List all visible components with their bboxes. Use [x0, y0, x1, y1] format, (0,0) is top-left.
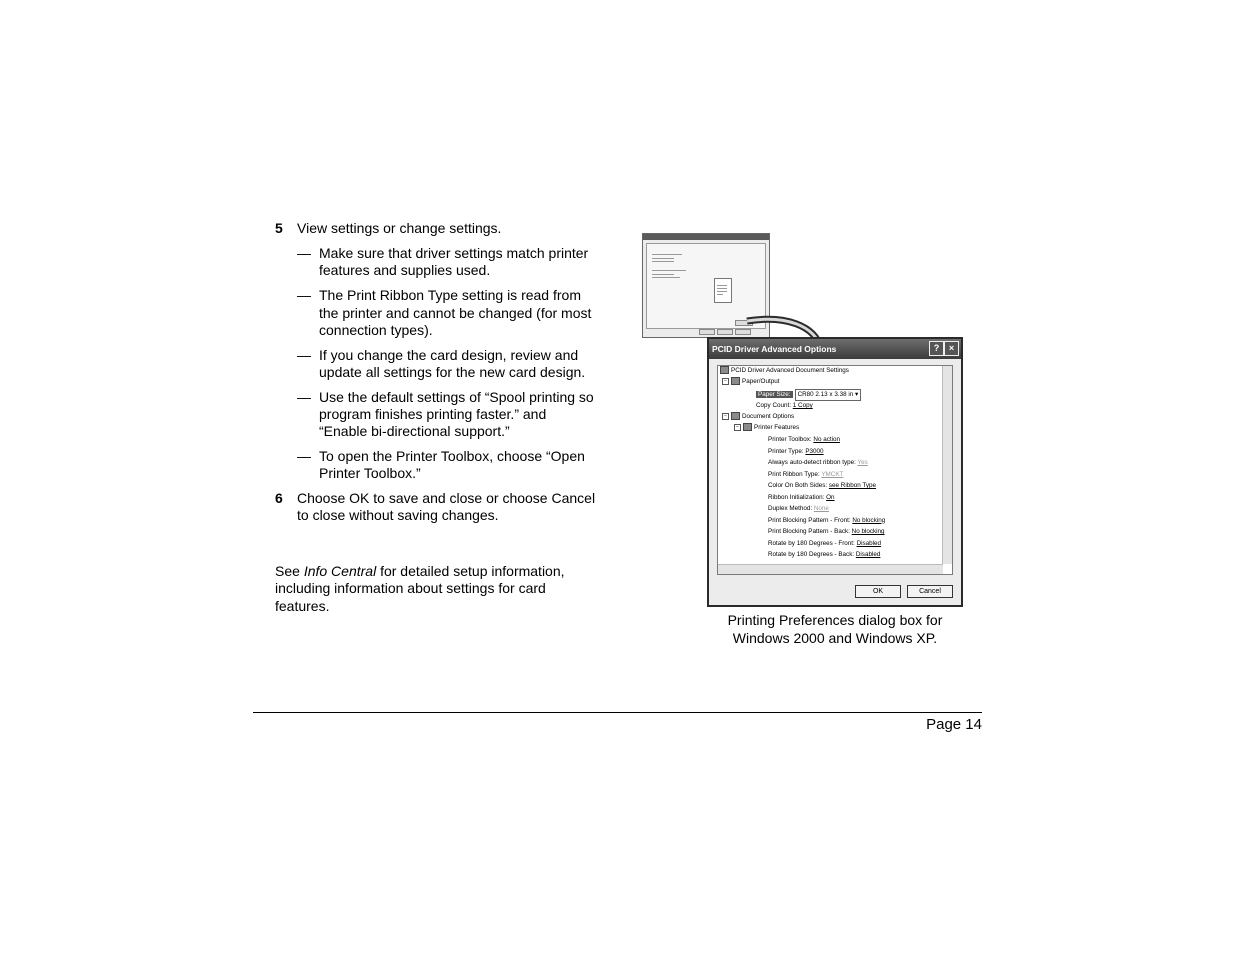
feature-row[interactable] [768, 447, 824, 457]
feature-label: Rotate by 180 Degrees - Back: [768, 551, 855, 558]
tree-node-paper-output[interactable] [722, 377, 779, 387]
feature-row[interactable] [768, 539, 881, 549]
copy-count-row[interactable] [756, 401, 813, 411]
bullet-3-line-2: update all settings for the new card design. [319, 364, 586, 380]
bullet-4-line-2: program finishes printing faster.” and [319, 406, 547, 422]
bullet-dash: — [297, 287, 311, 303]
feature-value[interactable]: see Ribbon Type [828, 482, 877, 489]
caption-line-1: Printing Preferences dialog box for [727, 612, 943, 628]
printer-features-label: Printer Features [754, 424, 800, 431]
see-note-line-2: including information about settings for card [275, 580, 546, 596]
tree-root[interactable] [720, 366, 849, 376]
vertical-scrollbar[interactable] [942, 366, 952, 564]
paper-size-label: Paper Size: [758, 391, 791, 398]
page-number: Page 14 [926, 716, 982, 733]
collapse-icon[interactable]: − [734, 424, 741, 431]
tree-node-printer-features[interactable] [734, 423, 799, 433]
thumbnail-titlebar [643, 234, 769, 240]
feature-row[interactable] [768, 493, 835, 503]
feature-row[interactable] [768, 470, 843, 480]
cancel-button[interactable]: Cancel [907, 585, 953, 598]
bullet-5-line-1: To open the Printer Toolbox, choose “Open [319, 448, 585, 464]
step-5-number: 5 [275, 220, 283, 236]
caption-line-2: Windows 2000 and Windows XP. [732, 629, 938, 646]
feature-value[interactable]: No action [813, 436, 840, 443]
bullet-2-line-2: the printer and cannot be changed (for most [319, 305, 592, 321]
feature-label: Printer Type: [768, 447, 804, 455]
paper-size-row[interactable] [756, 389, 861, 401]
paper-size-select[interactable]: CR80 2.13 x 3.38 in ▾ [795, 389, 862, 401]
feature-value[interactable]: No blocking [852, 516, 886, 524]
ok-button[interactable]: OK [855, 585, 901, 598]
feature-label: Print Blocking Pattern - Front: [768, 516, 851, 524]
see-note-line-1 [275, 563, 565, 581]
feature-value[interactable]: Disabled [855, 551, 881, 558]
bullet-2-line-3: connection types). [319, 322, 433, 338]
feature-row[interactable] [768, 435, 840, 445]
horizontal-scrollbar[interactable] [718, 564, 943, 574]
figure-caption [707, 612, 963, 647]
feature-label: Duplex Method: [768, 505, 813, 512]
bullet-5-line-2: Printer Toolbox.” [319, 465, 421, 481]
document-options-label: Document Options [742, 413, 795, 420]
feature-row[interactable] [768, 458, 868, 468]
feature-value[interactable]: Disabled [856, 539, 882, 547]
feature-label: Color On Both Sides: [768, 482, 828, 489]
thumbnail-cancel-button [717, 329, 733, 335]
bullet-1-line-2: features and supplies used. [319, 262, 491, 278]
help-button[interactable]: ? [929, 341, 944, 356]
bullet-dash: — [297, 448, 311, 464]
bullet-dash: — [297, 389, 311, 405]
info-central-ref: Info Central [303, 563, 377, 579]
feature-label: Always auto-detect ribbon type: [768, 459, 856, 466]
feature-value[interactable]: Yes [857, 459, 868, 466]
paper-output-label: Paper/Output [742, 378, 780, 385]
feature-label: Rotate by 180 Degrees - Front: [768, 539, 855, 547]
collapse-icon[interactable]: − [722, 378, 729, 385]
bullet-4-line-3: “Enable bi-directional support.” [319, 423, 510, 439]
tree-root-label: PCID Driver Advanced Document Settings [731, 367, 849, 374]
copy-count-value[interactable]: 1 Copy [792, 402, 813, 409]
document-icon [731, 412, 740, 420]
paper-size-value: CR80 2.13 x 3.38 in [797, 391, 854, 398]
paper-icon [731, 377, 740, 385]
see-note-line-3: features. [275, 598, 330, 614]
footer-rule [253, 712, 982, 713]
feature-value[interactable]: None [813, 505, 829, 512]
dialog-title: PCID Driver Advanced Options [712, 344, 837, 354]
printer-icon [743, 423, 752, 431]
feature-label: Printer Toolbox: [768, 436, 812, 443]
feature-label: Ribbon Initialization: [768, 493, 825, 501]
feature-row[interactable] [768, 481, 876, 491]
feature-row[interactable] [768, 527, 885, 537]
feature-value[interactable]: P3000 [805, 447, 824, 455]
page-preview-icon [714, 278, 732, 303]
collapse-icon[interactable]: − [722, 413, 729, 420]
step-5-text: View settings or change settings. [297, 220, 502, 236]
advanced-options-dialog [707, 337, 963, 607]
close-button[interactable]: × [944, 341, 959, 356]
step-6-line-2: to close without saving changes. [297, 507, 499, 523]
bullet-4-line-1: Use the default settings of “Spool printing so [319, 389, 594, 405]
feature-value[interactable]: YMCKT [821, 470, 844, 478]
feature-row[interactable] [768, 516, 885, 526]
bullet-1-line-1: Make sure that driver settings match printer [319, 245, 589, 261]
feature-value[interactable]: No blocking [851, 528, 885, 535]
step-6-number: 6 [275, 490, 283, 506]
settings-icon [720, 366, 729, 374]
feature-label: Print Blocking Pattern - Back: [768, 528, 850, 535]
see-note-post: for detailed setup information, [376, 563, 565, 579]
bullet-dash: — [297, 347, 311, 363]
settings-tree[interactable] [717, 365, 953, 575]
bullet-3-line-1: If you change the card design, review and [319, 347, 579, 363]
tree-node-document-options[interactable] [722, 412, 794, 422]
feature-label: Print Ribbon Type: [768, 470, 820, 478]
feature-value[interactable]: On [826, 493, 835, 501]
copy-count-label: Copy Count: [756, 402, 792, 409]
dialog-titlebar [709, 339, 961, 359]
thumbnail-ok-button [699, 329, 715, 335]
feature-row[interactable] [768, 550, 880, 560]
bullet-dash: — [297, 245, 311, 261]
bullet-2-line-1: The Print Ribbon Type setting is read from [319, 287, 581, 303]
feature-row[interactable] [768, 504, 829, 514]
see-note-pre: See [275, 563, 304, 579]
step-6-line-1: Choose OK to save and close or choose Cancel [297, 490, 596, 506]
